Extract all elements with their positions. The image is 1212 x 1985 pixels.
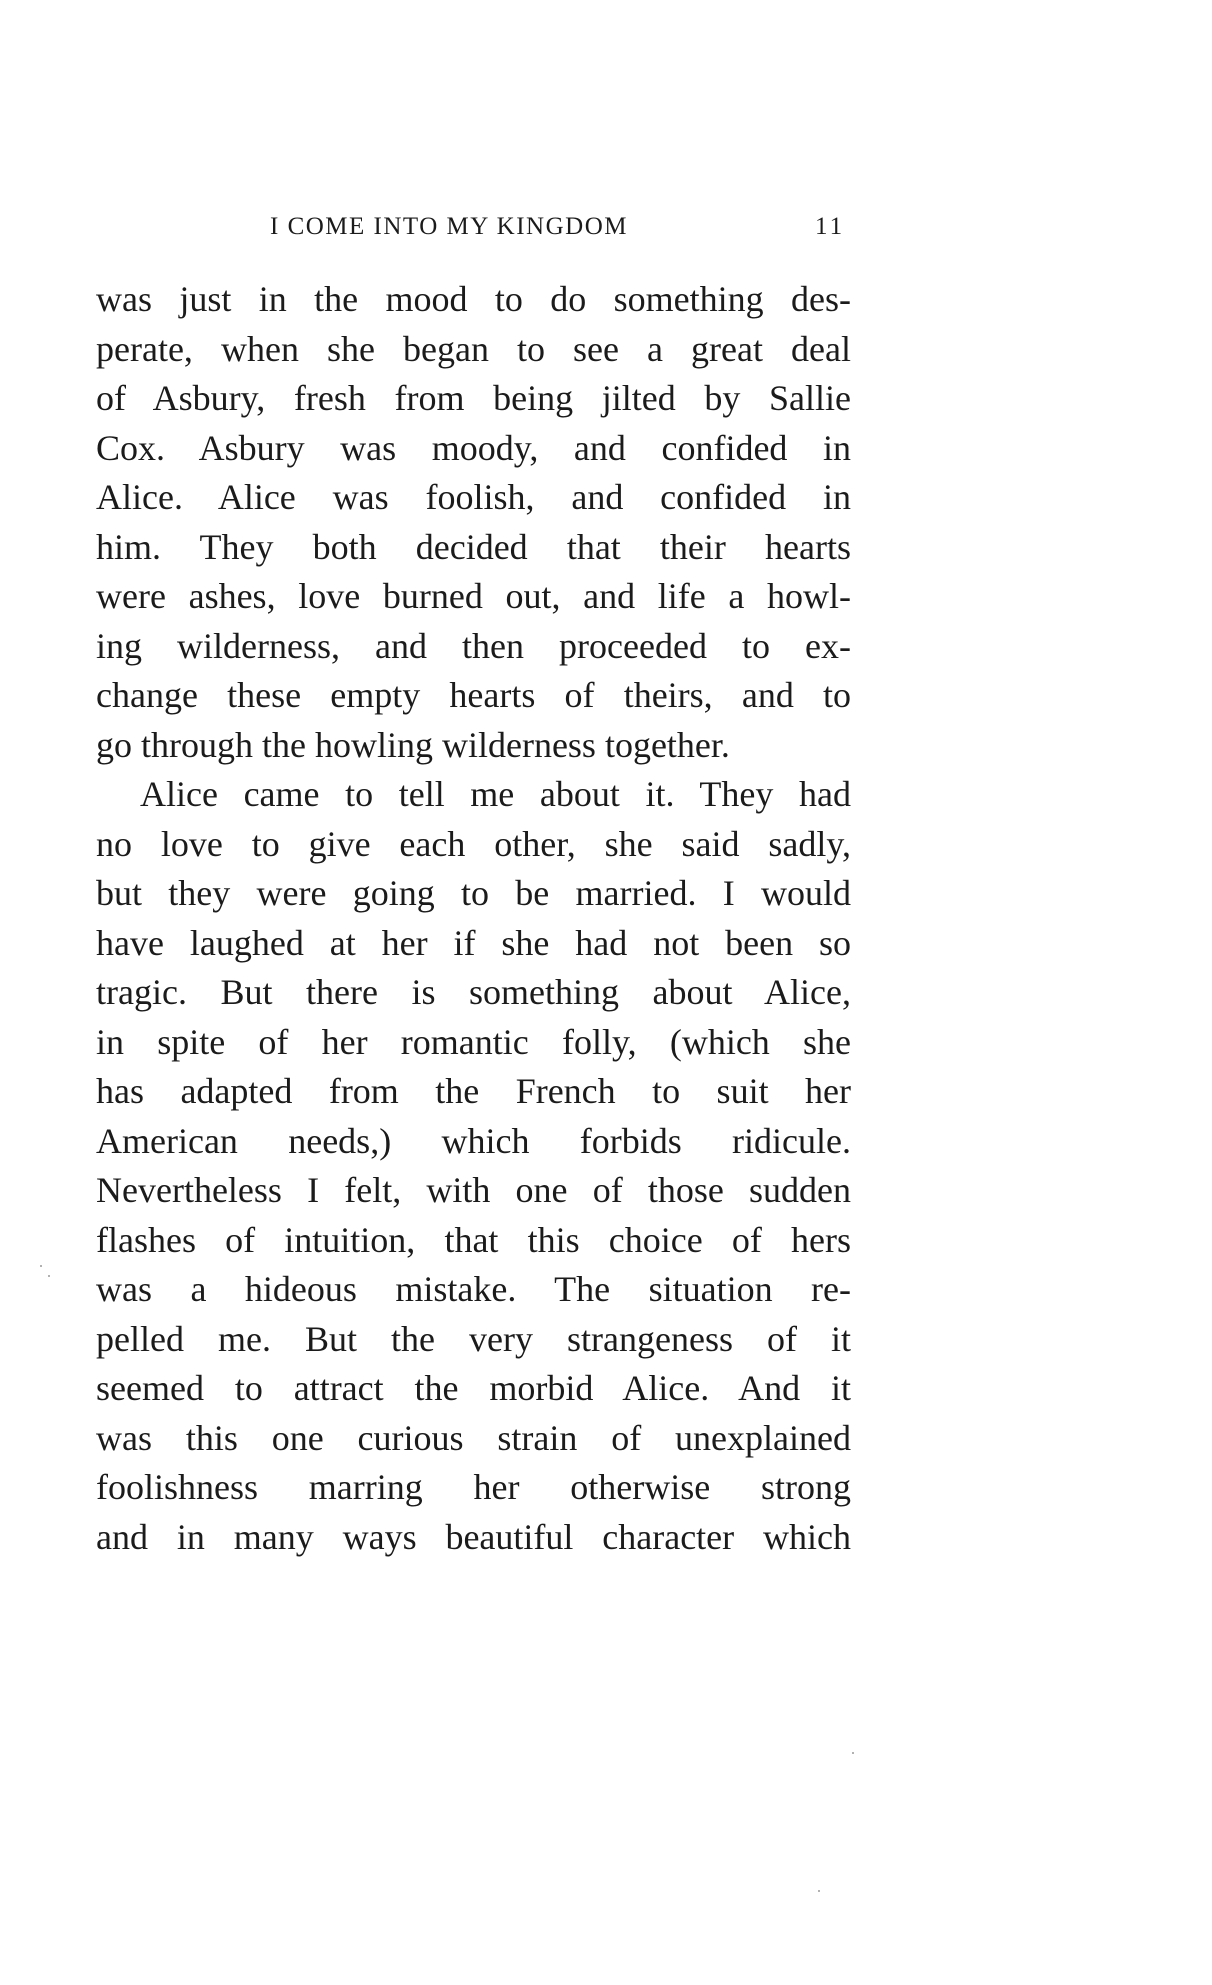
page-number: 11 (815, 213, 846, 240)
text-line: change these empty hearts of theirs, and to (96, 675, 851, 715)
text-line: has adapted from the French to suit her (96, 1071, 851, 1111)
paper-speck (48, 1275, 50, 1277)
paper-speck (852, 1752, 854, 1754)
running-head-title: I COME INTO MY KINGDOM (270, 213, 628, 240)
text-line: him. They both decided that their hearts (96, 526, 851, 567)
text-line: was this one curious strain of unexplained (96, 1417, 851, 1458)
paper-speck (818, 1890, 820, 1892)
text-line: tragic. But there is something about Alice, (96, 972, 851, 1012)
body-text (96, 275, 851, 1562)
text-line: pelled me. But the very strangeness of it (96, 1318, 851, 1359)
text-line: were ashes, love burned out, and life a howl- (96, 576, 851, 616)
text-line: have laughed at her if she had not been so (96, 922, 851, 963)
paragraph-first-line: Alice came to tell me about it. They had (140, 774, 851, 814)
text-line: Alice. Alice was foolish, and confided in (96, 477, 851, 517)
text-line: flashes of intuition, that this choice of hers (96, 1219, 851, 1260)
text-line: and in many ways beautiful character which (96, 1516, 851, 1557)
text-line: perate, when she began to see a great deal (96, 328, 851, 369)
text-line: but they were going to be married. I would (96, 873, 851, 913)
text-line: Cox. Asbury was moody, and confided in (96, 427, 851, 468)
text-line: go through the howling wilderness together. (96, 724, 730, 765)
text-line: foolishness marring her otherwise strong (96, 1467, 851, 1507)
text-line: no love to give each other, she said sadly, (96, 823, 851, 864)
text-line: in spite of her romantic folly, (which she (96, 1021, 851, 1062)
text-line: ing wilderness, and then proceeded to ex- (96, 625, 851, 666)
text-line: Nevertheless I felt, with one of those sudden (96, 1170, 851, 1210)
text-line: of Asbury, fresh from being jilted by Sallie (96, 378, 851, 418)
paper-speck (40, 1265, 42, 1267)
text-line: American needs,) which forbids ridicule. (96, 1120, 851, 1161)
text-line: seemed to attract the morbid Alice. And it (96, 1368, 851, 1408)
text-line: was a hideous mistake. The situation re- (96, 1269, 851, 1309)
text-line: was just in the mood to do something des- (96, 279, 851, 319)
